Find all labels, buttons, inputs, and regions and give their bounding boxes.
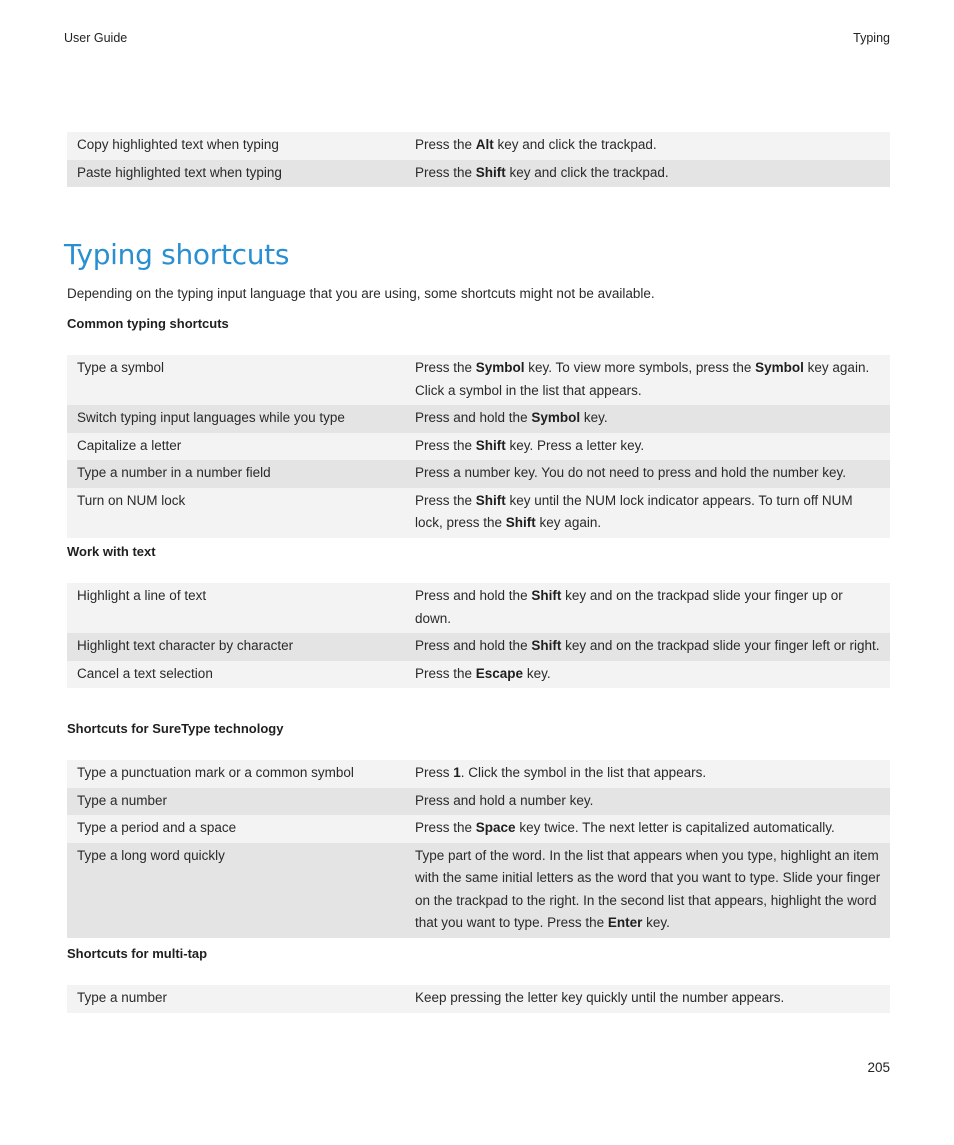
shortcut-action: Type a symbol	[67, 355, 405, 405]
key-name: Space	[475, 820, 516, 835]
running-header-chapter: Typing	[853, 31, 890, 45]
shortcut-table-suretype	[67, 760, 890, 938]
key-name: Shift	[531, 638, 562, 653]
shortcut-table-multi-tap	[67, 985, 890, 1013]
table-row	[67, 405, 890, 433]
key-name: Shift	[505, 515, 536, 530]
key-name: Shift	[531, 588, 562, 603]
key-name: Shift	[475, 437, 506, 453]
shortcut-description: Press the Alt key and click the trackpad.	[405, 132, 890, 160]
table-row	[67, 460, 890, 488]
shortcut-action: Type a number	[67, 788, 405, 816]
key-name: Escape	[475, 665, 524, 681]
table-row	[67, 788, 890, 816]
shortcut-description: Press the Escape key.	[405, 661, 890, 689]
key-name: Enter	[607, 915, 643, 930]
shortcut-description: Press the Shift key and click the trackpad.	[405, 160, 890, 188]
shortcut-description: Press a number key. You do not need to press and hold the number key.	[405, 460, 890, 488]
shortcut-description: Press and hold the Shift key and on the trackpad slide your finger up or down.	[405, 583, 890, 633]
shortcut-action: Turn on NUM lock	[67, 488, 405, 538]
key-name: Alt	[475, 137, 494, 152]
shortcut-action: Capitalize a letter	[67, 433, 405, 461]
table-row	[67, 661, 890, 689]
section-intro: Depending on the typing input language that you are using, some shortcuts might not be available.	[67, 286, 655, 301]
shortcut-action: Highlight a line of text	[67, 583, 405, 633]
shortcut-description: Press the Symbol key. To view more symbols, press the Symbol key again. Click a symbol in the list that appears.	[405, 355, 890, 405]
shortcut-description: Type part of the word. In the list that appears when you type, highlight an item with the same initial letters as the word that you want to type. Slide your finger on the trackpad to the right. In the second list that appears, highlight the word that you want to type. Press the Enter key.	[405, 843, 890, 938]
table-row	[67, 815, 890, 843]
table-row	[67, 985, 890, 1013]
shortcut-description: Keep pressing the letter key quickly until the number appears.	[405, 985, 890, 1013]
key-name: Symbol	[475, 360, 525, 375]
table-row	[67, 160, 890, 188]
section-title: Typing shortcuts	[64, 238, 290, 271]
key-name: 1	[453, 765, 461, 780]
subheading-work-with-text: Work with text	[67, 544, 156, 559]
shortcut-action: Type a number	[67, 985, 405, 1013]
key-name: Symbol	[531, 410, 581, 425]
shortcut-table-clipboard	[67, 132, 890, 187]
table-row	[67, 843, 890, 938]
table-row	[67, 760, 890, 788]
shortcut-description: Press and hold a number key.	[405, 788, 890, 816]
subheading-multi-tap: Shortcuts for multi-tap	[67, 946, 208, 961]
shortcut-description: Press and hold the Shift key and on the trackpad slide your finger left or right.	[405, 633, 890, 661]
key-name: Shift	[475, 164, 506, 180]
key-name: Shift	[475, 492, 506, 508]
shortcut-table-common-typing	[67, 355, 890, 538]
shortcut-action: Switch typing input languages while you type	[67, 405, 405, 433]
shortcut-description: Press the Space key twice. The next letter is capitalized automatically.	[405, 815, 890, 843]
table-row	[67, 132, 890, 160]
shortcut-action: Highlight text character by character	[67, 633, 405, 661]
table-row	[67, 583, 890, 633]
shortcut-action: Paste highlighted text when typing	[67, 160, 405, 188]
shortcut-action: Type a punctuation mark or a common symbol	[67, 760, 405, 788]
subheading-common-typing: Common typing shortcuts	[67, 316, 229, 331]
table-row	[67, 488, 890, 538]
shortcut-action: Cancel a text selection	[67, 661, 405, 689]
key-name: Symbol	[755, 360, 804, 375]
shortcut-description: Press the Shift key until the NUM lock indicator appears. To turn off NUM lock, press the Shift key again.	[405, 488, 890, 538]
table-row	[67, 355, 890, 405]
table-row	[67, 433, 890, 461]
shortcut-action: Type a number in a number field	[67, 460, 405, 488]
subheading-suretype: Shortcuts for SureType technology	[67, 721, 284, 736]
shortcut-action: Type a long word quickly	[67, 843, 405, 938]
shortcut-description: Press 1. Click the symbol in the list that appears.	[405, 760, 890, 788]
shortcut-action: Copy highlighted text when typing	[67, 132, 405, 160]
shortcut-table-work-with-text	[67, 583, 890, 688]
table-row	[67, 633, 890, 661]
page-number: 205	[867, 1060, 890, 1075]
shortcut-description: Press the Shift key. Press a letter key.	[405, 433, 890, 461]
running-header-title: User Guide	[64, 31, 128, 45]
shortcut-action: Type a period and a space	[67, 815, 405, 843]
shortcut-description: Press and hold the Symbol key.	[405, 405, 890, 433]
